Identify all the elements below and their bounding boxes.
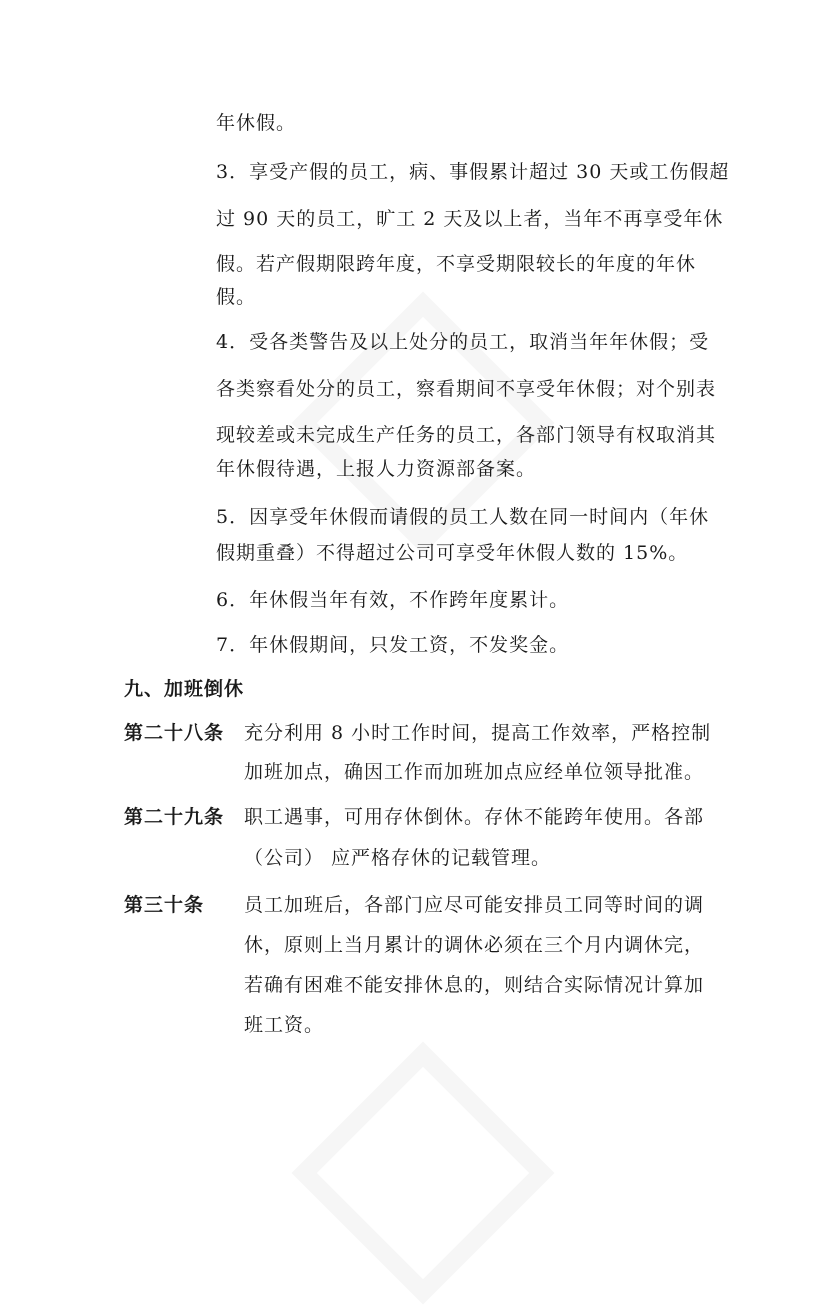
article-text: 加班加点，确因工作而加班加点应经单位领导批准。 <box>244 761 705 783</box>
article-label: 第三十条 <box>124 894 205 916</box>
article-text: 员工加班后，各部门应尽可能安排员工同等时间的调 <box>244 894 705 916</box>
text-line: 过 90 天的员工，旷工 2 天及以上者，当年不再享受年休 <box>216 208 724 230</box>
article-label: 第二十九条 <box>124 806 225 828</box>
text-line: 5．因享受年休假而请假的员工人数在同一时间内（年休 <box>216 506 710 528</box>
text-line: 7．年休假期间，只发工资，不发奖金。 <box>216 634 570 656</box>
article-text: 班工资。 <box>244 1014 325 1036</box>
article-text: 若确有困难不能安排休息的，则结合实际情况计算加 <box>244 974 705 996</box>
text-line: 现较差或未完成生产任务的员工，各部门领导有权取消其 <box>216 424 717 446</box>
text-line: 4．受各类警告及以上处分的员工，取消当年年休假；受 <box>216 331 710 353</box>
article-label: 第二十八条 <box>124 722 225 744</box>
text-line: 6．年休假当年有效，不作跨年度累计。 <box>216 589 570 611</box>
article-text: 充分利用 8 小时工作时间，提高工作效率，严格控制 <box>244 722 712 744</box>
text-line: 假。若产假期限跨年度，不享受期限较长的年度的年休 <box>216 253 697 275</box>
watermark <box>291 1041 554 1304</box>
text-line: 年休假待遇，上报人力资源部备案。 <box>216 458 537 480</box>
section-heading: 九、加班倒休 <box>124 678 245 700</box>
text-line: 假期重叠）不得超过公司可享受年休假人数的 15%。 <box>216 542 689 564</box>
text-line: 各类察看处分的员工，察看期间不享受年休假；对个别表 <box>216 378 717 400</box>
article-text: （公司） 应严格存休的记载管理。 <box>244 847 552 869</box>
text-line: 年休假。 <box>216 112 297 134</box>
text-line: 假。 <box>216 286 257 308</box>
article-text: 休，原则上当月累计的调休必须在三个月内调休完， <box>244 934 705 956</box>
article-text: 职工遇事，可用存休倒休。存休不能跨年使用。各部 <box>244 806 705 828</box>
text-line: 3．享受产假的员工，病、事假累计超过 30 天或工伤假超 <box>216 161 730 183</box>
